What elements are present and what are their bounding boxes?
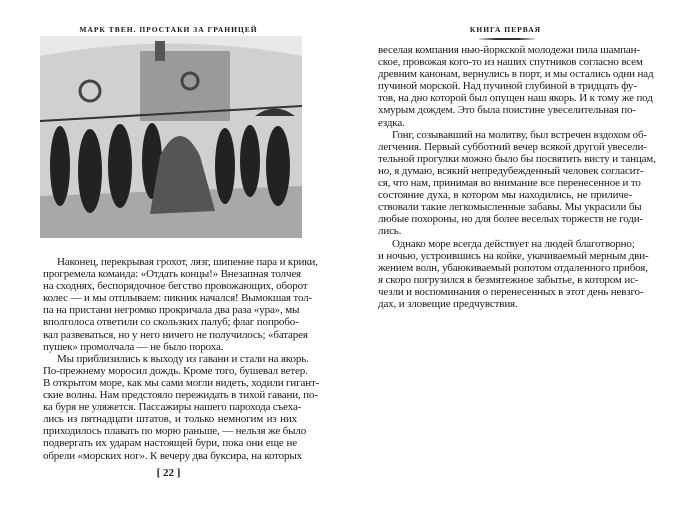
left-body-text xyxy=(43,256,320,462)
text-line: вал развеваться, но у него ничего не получилось; «батарея xyxy=(43,328,308,341)
text-line: ские волны. Нам предстояло пережидать в тихой гавани, по- xyxy=(43,389,318,402)
text-line: состояние духа, в котором мы находились, не приличе- xyxy=(378,189,632,202)
running-head-left: МАРК ТВЕН. ПРОСТАКИ ЗА ГРАНИЦЕЙ xyxy=(79,25,258,34)
text-line: прогремела команда: «Отдать концы!» Внезапная толчея xyxy=(43,268,301,281)
text-line: подвергать их ударам настоящей бури, пока они еще не xyxy=(43,437,297,450)
text-line: ся, что нам, принимая во внимание все перенесенное и то xyxy=(378,177,641,190)
text-line: приходилось плавать по морю раньше, — нельзя же было xyxy=(43,425,307,438)
header-rule xyxy=(479,38,535,40)
text-line: пучиной морской. Над пучиной глубиной в тридцать фу- xyxy=(378,80,637,93)
text-line: ское, провожая кого-то из наших спутников согласно всем xyxy=(378,56,643,69)
text-line: дах, и зловещие предчувствия. xyxy=(378,297,518,310)
text-line: но, я думаю, всякий непредубежденный человек согласит- xyxy=(378,164,644,177)
text-line: Гонг, созывавший на молитву, был встречен вздохом об- xyxy=(392,128,647,141)
text-line: В открытом море, как мы сами могли видеть, ходили гигант- xyxy=(43,376,320,389)
text-line: древним канонам, вернулись в порт, и мы остались одни над xyxy=(378,68,654,81)
right-body-text xyxy=(378,44,656,310)
text-line: тельной прогулки можно было бы посвятить висту и танцам, xyxy=(378,152,656,165)
text-line: тов, на дно которой был опущен наш якорь. И к тому же под xyxy=(378,92,653,105)
text-line: По-прежнему моросил дождь. Кроме того, бушевал ветер. xyxy=(43,364,308,377)
ship-deck-illustration xyxy=(40,36,302,238)
text-line: ка буря не уляжется. Пассажиры нашего парохода съеха- xyxy=(43,401,302,414)
text-line: лись. xyxy=(378,225,402,238)
running-head-right: КНИГА ПЕРВАЯ xyxy=(469,25,542,34)
text-line: чезли и воспоминания о перенесенных в этот день невзго- xyxy=(378,285,644,298)
text-line: колес — и мы отплываем: пикник начался! Вымокшая тол- xyxy=(43,292,313,305)
page-number: [ 22 ] xyxy=(156,467,181,479)
right-page xyxy=(337,0,674,506)
text-line: легчения. Первый субботний вечер всякой другой увесели- xyxy=(378,140,647,153)
text-line: жением волн, убаюкиваемый ропотом отдаленного прибоя, xyxy=(378,261,648,274)
text-line: вполголоса ответили со скользких палуб; флаг попробо- xyxy=(43,316,299,329)
text-line: ствовали такие легкомысленные забавы. Мы украсили бы xyxy=(378,201,642,214)
text-line: Наконец, перекрывая грохот, лязг, шипение пара и крики, xyxy=(57,256,318,268)
text-line: я скоро погрузился в безмятежное забытье, в котором ис- xyxy=(378,273,639,286)
text-line: ездка. xyxy=(378,116,405,129)
text-line: обрели «морских ног». К вечеру два буксира, на которых xyxy=(43,449,302,462)
text-line: лись из пятнадцати штатов, и только немногим из них xyxy=(43,413,297,426)
text-line: хмурым дождем. Это была поистине увеселительная по- xyxy=(378,104,636,117)
text-line: на сходнях, беспорядочное бегство провожающих, оборот xyxy=(43,280,308,293)
text-line: веселая компания нью-йоркской молодежи пила шампан- xyxy=(378,44,640,56)
text-line: Мы приблизились к выходу из гавани и стали на якорь. xyxy=(57,352,309,365)
text-line: Однако море всегда действует на людей благотворно; xyxy=(392,237,635,250)
text-line: па на пристани негромко прокричала два раза «ура», мы xyxy=(43,304,300,317)
text-line: пушек» промолчала — не было пороха. xyxy=(43,340,224,353)
text-line: и ночью, устроившись на койке, укачиваемый мерным дви- xyxy=(378,249,649,262)
text-line: любые похороны, но для более веселых торжеств не годи- xyxy=(378,213,643,226)
